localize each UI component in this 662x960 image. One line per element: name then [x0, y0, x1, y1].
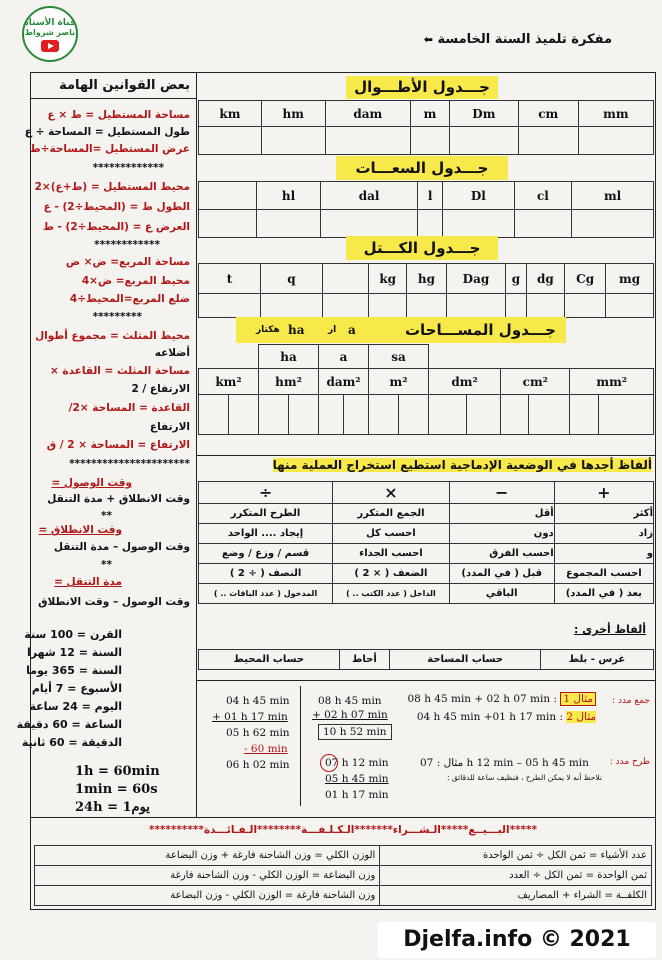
area-unit: mm²: [570, 369, 654, 395]
sub-line1: 07 h 12 min: [325, 757, 389, 769]
areas-name-hectare: هكتار: [256, 325, 280, 335]
capacity-unit: hl: [257, 182, 321, 210]
ops-rule: [196, 455, 656, 456]
ops-cell: الطرح المتكرر: [199, 504, 333, 524]
law-28: وقت الوصول – وقت الانطلاق: [38, 596, 190, 608]
length-unit: km: [199, 101, 262, 127]
length-unit: dam: [325, 101, 410, 127]
channel-logo: [22, 6, 78, 62]
ops-cell: و: [554, 544, 653, 564]
ops-cell: أكثر: [554, 504, 653, 524]
law-10: محيط المربع= ض×4: [81, 275, 190, 287]
sum1-result: 10 h 52 min: [318, 724, 392, 740]
ops-cell: احسب المجموع: [554, 564, 653, 584]
law-25: وقت الوصول – مدة التنقل: [53, 541, 190, 553]
ops-cell: احسب الفرق: [449, 544, 554, 564]
other-word: حساب المحيط: [199, 650, 340, 670]
ops-cell: أقل: [449, 504, 554, 524]
law-21: وقت الوصول =: [51, 477, 132, 489]
law-separator: **********************: [69, 458, 190, 470]
sum2-line1: 04 h 45 min: [226, 695, 290, 707]
lengths-table: [198, 100, 654, 155]
capacity-unit: dal: [320, 182, 417, 210]
sub-line2: 05 h 45 min: [325, 773, 389, 785]
bottom-header: *****البـــيــع*****الـشـــراء*******الـكـلـفـــة********الـفـائـــدة**********: [148, 824, 538, 836]
bottom-right-3: الكلفــة = الشراء + المصاريف: [380, 886, 652, 906]
ops-cell: احسب الجداء: [333, 544, 450, 564]
sub-label: طرح مدد :: [609, 757, 650, 767]
length-unit: m: [410, 101, 449, 127]
area-unit: cm²: [501, 369, 570, 395]
example-1: مثال 1 08 h 45 min + 02 h 07 min :: [408, 692, 597, 706]
bottom-left-1: الوزن الكلي = وزن الشاحنة فارغة + وزن البضاعة: [35, 846, 380, 866]
mass-unit: [323, 264, 369, 294]
mass-unit: Cg: [565, 264, 606, 294]
sum1-line1: 08 h 45 min: [318, 695, 382, 707]
areas-title-bar: [236, 317, 566, 343]
bottom-right-1: عدد الأشياء = ثمن الكل ÷ ثمن الواحدة: [380, 846, 652, 866]
areas-name-a: a: [348, 323, 356, 337]
law-27: مدة التنقل =: [54, 576, 122, 588]
law-3: عرض المستطيل =المساحة÷ط: [29, 143, 190, 155]
time-fact-7: الدقيقة = 60 ثانية: [21, 736, 122, 749]
time-fact-2: السنة = 12 شهرا: [27, 646, 122, 659]
other-word: غرس - بلط: [541, 650, 654, 670]
sum2-line2: + 01 h 17 min: [212, 711, 288, 723]
ops-cell: الجمع المتكرر: [333, 504, 450, 524]
sum2-result: 06 h 02 min: [226, 759, 290, 771]
times-icon: ×: [333, 482, 450, 504]
mass-unit: Dag: [446, 264, 506, 294]
ops-title: ألفاظ أجدها في الوضعية الإدماجية استطيع استخراج العملية منها: [272, 458, 652, 472]
mass-unit: dg: [526, 264, 564, 294]
time-unit-2: 1min = 60s: [75, 782, 158, 797]
time-fact-1: القرن = 100 سنة: [24, 628, 122, 641]
area-unit: hm²: [259, 369, 319, 395]
other-word: حساب المساحة: [390, 650, 541, 670]
law-9: مساحة المربع= ض× ض: [65, 256, 190, 268]
length-unit: cm: [518, 101, 578, 127]
sum2-line4: - 60 min: [244, 743, 288, 755]
law-24: وقت الانطلاق =: [38, 524, 122, 536]
law-17: القاعدة = المساحة ×2/: [68, 402, 190, 414]
mass-table: [198, 263, 654, 318]
ops-cell: بعد ( في المدد): [554, 584, 653, 604]
time-unit-1: 1h = 60min: [75, 764, 160, 779]
page-title: مفكرة تلميذ السنة الخامسة ⬅: [423, 32, 612, 47]
watermark: Djelfa.info © 2021: [378, 922, 656, 958]
example-2: مثال 2 04 h 45 min +01 h 17 min :: [416, 711, 596, 723]
ops-cell: قسم / وزع / وضع: [199, 544, 333, 564]
ops-cell: قبل ( في المدد): [449, 564, 554, 584]
youtube-icon: [41, 40, 59, 52]
capacity-unit: Dl: [443, 182, 514, 210]
law-14: أضلاعه: [154, 347, 190, 359]
borrow-circle: [320, 754, 338, 772]
law-19: الارتفاع = المساحة × 2 / ق: [46, 439, 190, 451]
plus-icon: +: [554, 482, 653, 504]
ops-cell: إيجاد .... الواحد: [199, 524, 333, 544]
law-separator: *************: [92, 162, 164, 174]
other-table: [198, 649, 654, 670]
logo-line1: قناة الأستاذ: [24, 18, 76, 28]
mass-unit: g: [506, 264, 526, 294]
laws-title: بعض القوانين الهامة: [59, 78, 190, 93]
time-fact-4: الأسبوع = 7 أيام: [31, 682, 122, 695]
ops-cell: دون: [449, 524, 554, 544]
capacity-unit: cl: [514, 182, 572, 210]
law-1: مساحة المستطيل = ط × ع: [47, 109, 190, 121]
lengths-title: جـــدول الأطـــوال: [346, 76, 498, 99]
law-2: طول المستطيل = المساحة ÷ ع: [24, 126, 190, 138]
law-separator: ************: [94, 239, 160, 251]
mass-unit: mg: [606, 264, 654, 294]
law-15: مساحة المثلث = القاعدة ×: [49, 365, 190, 377]
law-11: ضلع المربع=المحيط÷4: [69, 293, 190, 305]
capacity-unit: l: [418, 182, 443, 210]
ops-table: [198, 481, 654, 604]
length-unit: Dm: [449, 101, 518, 127]
bottom-left-2: وزن البضاعة = الوزن الكلي - وزن الشاحنة فارغة: [35, 866, 380, 886]
area-unit: km²: [199, 369, 259, 395]
divide-icon: ÷: [199, 482, 333, 504]
minus-icon: −: [449, 482, 554, 504]
law-separator: **: [101, 510, 112, 522]
law-13: محيط المثلث = مجموع أطوال: [35, 330, 190, 342]
sum2-line3: 05 h 62 min: [226, 727, 290, 739]
law-separator: *********: [92, 311, 142, 323]
logo-line2: ناصر شرواط: [24, 28, 76, 37]
sub-note: نلاحظ أنه لا يمكن الطرح ، فنظيف ساعة للدقائق :: [447, 773, 602, 782]
add-label: جمع مدد :: [612, 696, 650, 706]
ops-cell: زاد: [554, 524, 653, 544]
other-word: أحاط: [339, 650, 390, 670]
other-title: ألفاظ أخرى :: [573, 623, 646, 636]
length-unit: mm: [578, 101, 653, 127]
column-divider: [196, 72, 197, 817]
areas-name-are: ار: [328, 325, 337, 335]
ops-cell: الداخل ( عدد الكتب .. ): [333, 584, 450, 604]
ops-cell: المدخول ( عدد الباقات .. ): [199, 584, 333, 604]
area-sub-unit: ha: [259, 345, 319, 369]
bottom-table: [34, 845, 652, 906]
areas-name-ha: ha: [288, 323, 305, 337]
area-unit: m²: [369, 369, 429, 395]
mass-title: جـــدول الكـــتل: [346, 236, 498, 260]
capacity-unit: ml: [572, 182, 654, 210]
sub-result: 01 h 17 min: [325, 789, 389, 801]
sum1-line2: + 02 h 07 min: [312, 709, 388, 721]
area-cell-dividers: [198, 394, 654, 434]
law-7: العرض ع = (المحيط÷2) - ط: [42, 221, 190, 233]
law-22: وقت الانطلاق + مدة التنقل: [47, 493, 190, 505]
length-unit: hm: [261, 101, 325, 127]
mass-unit: kg: [369, 264, 407, 294]
law-separator: **: [101, 559, 112, 571]
bottom-right-2: ثمن الواحدة = ثمن الكل ÷ العدد: [380, 866, 652, 886]
calc-divider: [300, 686, 301, 806]
area-sub-unit: sa: [369, 345, 429, 369]
bottom-rule: [30, 817, 656, 818]
law-18: الارتفاع: [149, 421, 190, 433]
capacity-title: جـــدول السعـــات: [336, 156, 508, 180]
ops-cell: النصف ( ÷ 2 ): [199, 564, 333, 584]
area-sub-unit: a: [319, 345, 369, 369]
calc-rule: [196, 680, 656, 681]
time-unit-3: 24h = 1يوم: [75, 800, 150, 815]
bottom-left-3: وزن الشاحنة فارغة = الوزن الكلي - وزن البضاعة: [35, 886, 380, 906]
law-6: الطول ط = (المحيط÷2) - ع: [43, 201, 190, 213]
mass-unit: hg: [407, 264, 446, 294]
time-fact-3: السنة = 365 يوما: [26, 664, 122, 677]
ops-cell: احسب كل: [333, 524, 450, 544]
ops-cell: الباقي: [449, 584, 554, 604]
time-fact-5: اليوم = 24 ساعة: [29, 700, 122, 713]
sub-example: مثال : 07 h 12 min – 05 h 45 min: [420, 757, 589, 769]
law-16: الارتفاع / 2: [131, 383, 190, 395]
capacity-table: [198, 181, 654, 238]
mass-unit: t: [199, 264, 261, 294]
laws-title-rule: [30, 98, 196, 99]
area-unit: dam²: [319, 369, 369, 395]
ops-cell: الضعف ( × 2 ): [333, 564, 450, 584]
law-5: محيط المستطيل = (ط+ع)×2: [34, 181, 190, 193]
mass-unit: q: [261, 264, 323, 294]
areas-title: جـــدول المســـاحات: [404, 321, 556, 339]
area-unit: dm²: [429, 369, 501, 395]
time-fact-6: الساعة = 60 دقيقة: [16, 718, 122, 731]
